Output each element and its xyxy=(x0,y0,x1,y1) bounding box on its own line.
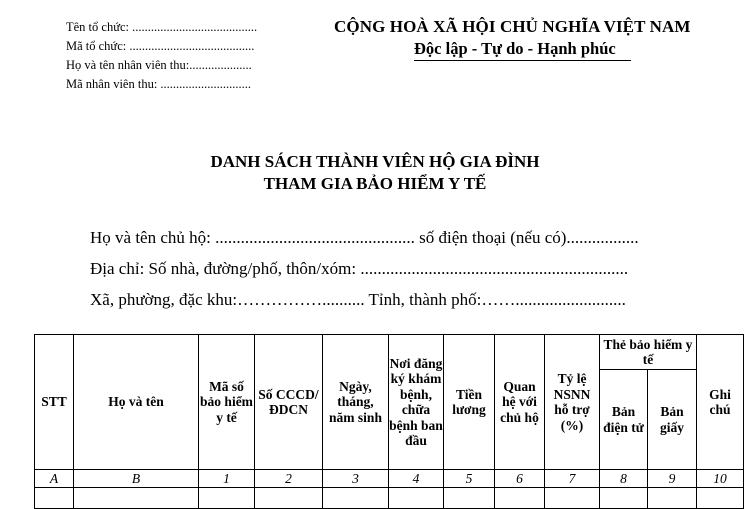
member-table xyxy=(34,334,744,509)
header-salary: Tiền lương xyxy=(444,335,495,470)
table-cell xyxy=(323,488,389,509)
household-head-line: Họ và tên chủ hộ: ............................................... số điện thoại (nếu có)................. xyxy=(90,228,639,247)
header-stt: STT xyxy=(35,335,74,470)
header-support-rate: Tỷ lệ NSNN hỗ trợ (%) xyxy=(545,335,600,470)
column-index-row xyxy=(35,470,744,488)
table-cell xyxy=(545,488,600,509)
column-index-cell: 10 xyxy=(697,470,744,488)
address-line: Địa chỉ: Số nhà, đường/phố, thôn/xóm: ............................................................... xyxy=(90,259,629,278)
table-cell xyxy=(199,488,255,509)
commune-province-line: Xã, phường, đặc khu:…………….......... Tỉnh, thành phố:…….......................... xyxy=(90,290,626,309)
collector-name-field: Họ và tên nhân viên thu:.................... xyxy=(66,58,252,72)
header-relation: Quan hệ với chủ hộ xyxy=(495,335,545,470)
table-cell xyxy=(600,488,648,509)
column-index-cell: 8 xyxy=(600,470,648,488)
national-title: CỘNG HOÀ XÃ HỘI CHỦ NGHĨA VIỆT NAM xyxy=(334,17,691,36)
header-bhyt-code: Mã số bảo hiểm y tế xyxy=(199,335,255,470)
column-index-cell: 9 xyxy=(648,470,697,488)
org-name-field: Tên tổ chức: ........................................ xyxy=(66,20,258,34)
header-initial-clinic: Nơi đăng ký khám bệnh, chữa bệnh ban đầu xyxy=(389,335,444,470)
column-index-cell: 5 xyxy=(444,470,495,488)
header-card-paper: Bản giấy xyxy=(648,370,697,470)
org-code-field: Mã tổ chức: ........................................ xyxy=(66,39,255,53)
table-cell xyxy=(495,488,545,509)
header-name: Họ và tên xyxy=(74,335,199,470)
table-cell xyxy=(648,488,697,509)
column-index-cell: 4 xyxy=(389,470,444,488)
collector-code-field: Mã nhân viên thu: ............................. xyxy=(66,77,252,91)
header-id-number: Số CCCD/ ĐDCN xyxy=(255,335,323,470)
column-index-cell: 3 xyxy=(323,470,389,488)
column-index-cell: 6 xyxy=(495,470,545,488)
table-cell xyxy=(389,488,444,509)
column-index-cell: A xyxy=(35,470,74,488)
column-index-cell: B xyxy=(74,470,199,488)
document-title-line2: THAM GIA BẢO HIỂM Y TẾ xyxy=(263,174,487,193)
column-index-cell: 1 xyxy=(199,470,255,488)
column-index-cell: 2 xyxy=(255,470,323,488)
table-row xyxy=(35,488,744,509)
header-card-group: Thẻ bảo hiểm y tế xyxy=(600,335,697,370)
column-index-cell: 7 xyxy=(545,470,600,488)
organization-info xyxy=(66,18,257,94)
document-title-line1: DANH SÁCH THÀNH VIÊN HỘ GIA ĐÌNH xyxy=(210,152,540,171)
header-card-electronic: Bản điện tử xyxy=(600,370,648,470)
national-motto: Độc lập - Tự do - Hạnh phúc xyxy=(414,39,616,58)
table-cell xyxy=(697,488,744,509)
table-cell xyxy=(255,488,323,509)
header-note: Ghi chú xyxy=(697,335,744,470)
table-cell xyxy=(444,488,495,509)
header-date-of-birth: Ngày, tháng, năm sinh xyxy=(323,335,389,470)
table-cell xyxy=(35,488,74,509)
table-cell xyxy=(74,488,199,509)
motto-underline xyxy=(414,60,631,61)
